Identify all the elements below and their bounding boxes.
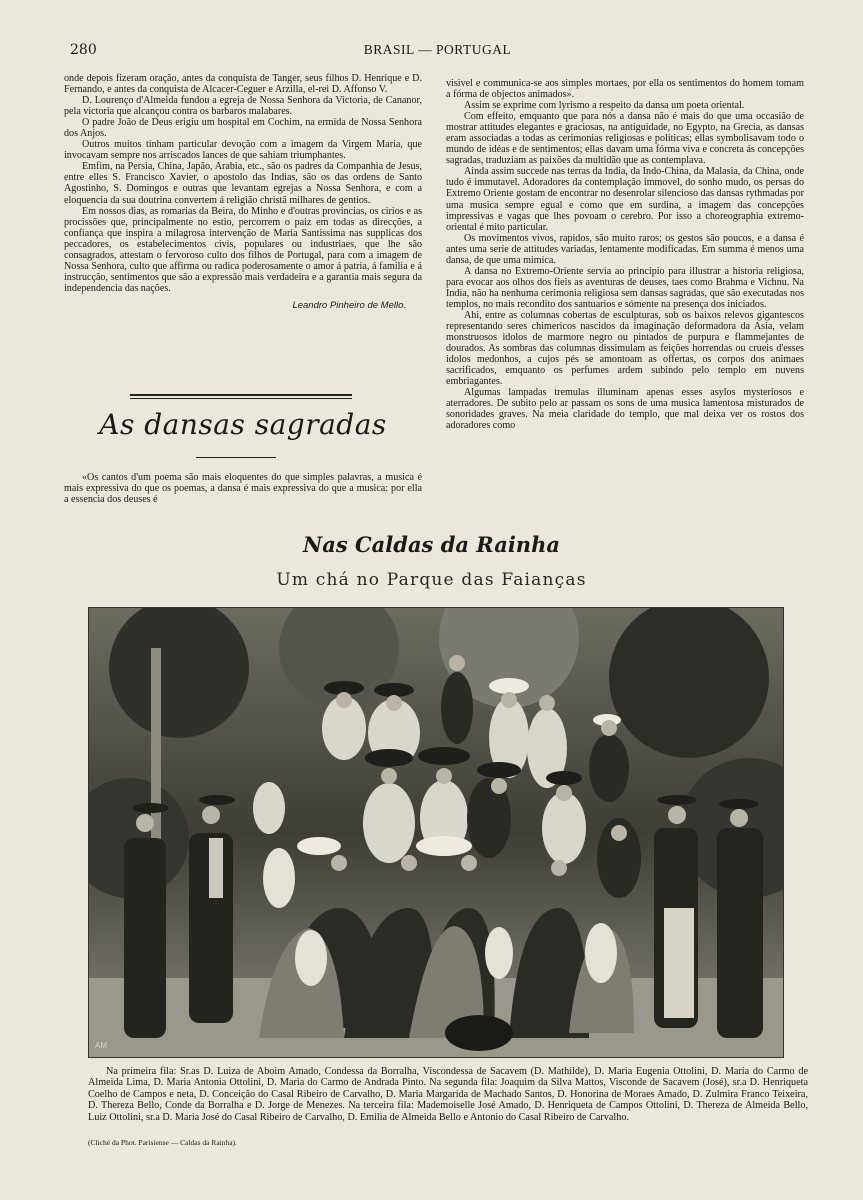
running-title: BRASIL — PORTUGAL: [363, 42, 512, 57]
paragraph: onde depois fizeram oração, antes da conquista de Tanger, seus filhos D. Henrique e D. Fernando, e antes da conquista de Alcacer-Ceguer e Arzilla, el-rei D. Affonso V.: [64, 73, 422, 96]
article-intro: [64, 472, 422, 505]
left-column-text: [64, 73, 422, 311]
photo-section-subtitle: Um chá no Parque das Faianças: [276, 570, 587, 590]
paragraph: visivel e communica-se aos simples mortaes, por ella os sentimentos do homem tomam a fórma de objectos animados».: [446, 78, 804, 101]
divider-rule: [130, 394, 352, 396]
photo-section-title: Nas Caldas da Rainha: [303, 532, 560, 557]
paragraph: D. Lourenço d'Almeida fundou a egreja de Nossa Senhora da Victoria, de Cananor, pela victoria que alcançou contra os barbaros malabares.: [64, 95, 422, 118]
page-number: 280: [70, 42, 97, 58]
article-title: As dansas sagradas: [99, 408, 387, 441]
group-photo-illustration: [89, 608, 783, 1057]
photo-credit: (Cliché da Phot. Parisiense — Caldas da Rainha).: [88, 1138, 237, 1147]
paragraph: Ahi, entre as columnas cobertas de esculpturas, sob os baixos relevos gigantescos representando seres chimericos nascidos da imaginação deformadora da Asia, velam monstruosos idolos de marmore negro ou pintados de purpura e flammejantes de dourados. As sombras das columnas dissimulam as feições horrendas ou crueis d'esses idolos medonhos, a cujos pés se amontoam as offertas, os corpos dos animaes sacrificados, emquanto os perfumes ardem subindo pelo templo em nuvens embriagantes.: [446, 309, 804, 388]
group-photograph: [88, 607, 784, 1058]
paragraph: «Os cantos d'um poema são mais eloquentes do que simples palavras, a musica é mais expressiva do que os poemas, a dansa é mais expressiva do que a musica: por ella a essencia dos deuses é: [64, 472, 422, 506]
paragraph: Os movimentos vivos, rapidos, são muito raros; os gestos são poucos, e a dansa é antes uma serie de attitudes variadas, lentamente modificadas. Em summa é menos uma dansa, de que uma mimica.: [446, 232, 804, 266]
photo-caption: [88, 1066, 808, 1123]
paragraph: Com effeito, emquanto que para nós a dansa não é mais do que uma occasião de mostrar attitudes elegantes e graciosas, na antiguidade, no Egypto, na Grecia, as dansas eram associadas a todas as cerimonias religiosas e politicas; ellas symbolisavam todo o mundo de idéas e de sentimentos; ellas davam uma fórma viva e concreta ás concepções sagradas, traduziam as paixões da multidão que as contemplava.: [446, 111, 804, 167]
paragraph: Algumas lampadas tremulas illuminam apenas esses asylos mysteriosos e aterradores. De subito pelo ar passam os sons de uma musica lamentosa misturados de sonoridades graves. Na meia claridade do templo, que mal deixa ver os rostos dos adoradores como: [446, 387, 804, 432]
paragraph: Em nossos dias, as romarias da Beira, do Minho e d'outras provincias, os cirios e as procissões que, principalmente no estio, percorrem o paiz em todas as direcções, a confiança que inspira a milagrosa intervenção de Maria Santissima nas supplicas dos peccadores, os estabelecimentos civis, populares ou industriaes, que lhe são consagrados, attestam o fervoroso culto dos filhos de Portugal, para com a imagem de Nossa Senhora, culto que affirma ou radica poderosamente o amor á patria, á familia e á instrucção, sentimentos que são a expressão mais verdadeira e a garantia mais segura da independencia das nações.: [64, 205, 422, 294]
page-header: [70, 42, 805, 62]
divider-rule: [196, 457, 276, 458]
paragraph: Emfim, na Persia, China, Japão, Arabia, etc., são os padres da Companhia de Jesus, entre elles S. Francisco Xavier, o apostolo das Indias, são os das ordens de Santo Agostinho, S. Domingos e outras que levantam egrejas a Nossa Senhora, e com a eloquencia da sua doutrina convertem á religião christã milhares de gentios.: [64, 161, 422, 206]
photo-monogram: AM: [95, 1041, 107, 1050]
paragraph: Assim se exprime com lyrismo a respeito da dansa um poeta oriental.: [464, 100, 745, 112]
paragraph: O padre João de Deus erigiu um hospital em Cochim, na ermida de Nossa Senhora dos Anjos.: [64, 117, 422, 140]
author-signature: Leandro Pinheiro de Mello.: [292, 299, 406, 311]
paragraph: A dansa no Extremo-Oriente servia ao principio para illustrar a historia religiosa, para evocar aos olhos dos fieis as aventuras de deuses, taes como Brahma e Vichnu. Na India, não ha nenhuma cerimonia religiosa sem dansas sagradas, que são executadas nos templos, no mais recondito dos santuarios e sómente na presença dos iniciados.: [446, 265, 804, 310]
right-column-text: [446, 78, 804, 432]
divider-rule: [130, 398, 352, 399]
paragraph: Ainda assim succede nas terras da India, da Indo-China, da Malasia, da China, onde tudo é immutavel. Adoradores da contemplação immovel, do sonho mudo, os persas do Extremo Oriente gostam de encontrar no desenrolar silencioso das dansas rythmadas por uma musica sempre egual e como que em surdina, a imagem das concepções impressivas e vagas que lhes povoam o cerebro. Por isso a choreographia extremo-oriental é mito particular.: [446, 166, 804, 233]
paragraph: Outros muitos tinham particular devoção com a imagem da Virgem Maria, que invocavam sempre nos arriscados lances de que sahiam triumphantes.: [64, 139, 422, 162]
caption-text: Na primeira fila: Sr.as D. Luiza de Aboim Amado, Condessa da Borralha, Viscondessa de Sacavem (D. Mathilde), D. Maria Eugenia Ottolini, D. Maria do Carmo de Almeida Lima, D. Maria Antonia Ottolini, D. Maria do Carmo de Andrada Pinto. Na segunda fila: Joaquim da Silva Mattos, Visconde de Sacavem (José), sr.a D. Henriqueta Coelho de Campos e neta, D. Conceição do Casal Ribeiro de Carvalho, D. Maria Margarida de Machado Santos, D. Honorina de Moraes Amado, D. Zulmira Franco Teixeira, D. Thereza Bello, Conde da Borralha e D. Jorge de Menezes. Na terceira fila: Mademoiselle José Amado, D. Henriqueta de Campos Ottolini, D. Thereza de Almeida Bello, Luiz Ottolini, sr.a D. Maria José do Casal Ribeiro de Carvalho, D. Emilia de Almeida Bello e Antonio do Casal Ribeiro de Carvalho.: [88, 1066, 808, 1123]
